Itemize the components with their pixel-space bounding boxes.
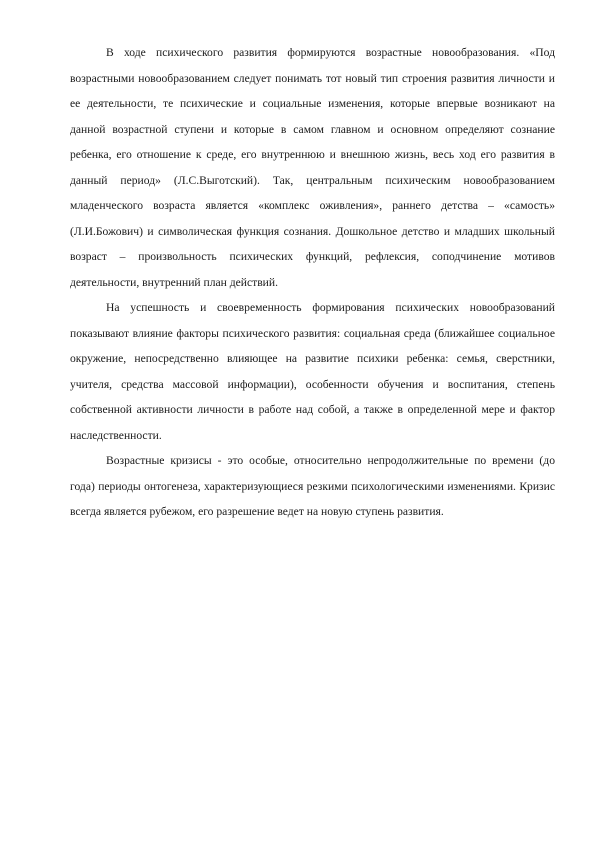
paragraph-neoformations: В ходе психического развития формируются возрастные новообразования. «Под возрастными новообразованием следует понимать тот новый тип строения развития личности и ее деятельности, те психические и социальные изменения, которые впервые возникают на данной возрастной ступени и которые в самом главном и основном определяют сознание ребенка, его отношение к среде, его внутреннюю и внешнюю жизнь, весь ход его развития в данный период» (Л.С.Выготский). Так, центральным психическим новообразованием младенческого возраста является «комплекс оживления», раннего детства – «самость» (Л.И.Божович) и символическая функция сознания. Дошкольное детство и младших школьный возраст – произвольность психических функций, рефлексия, соподчинение мотивов деятельности, внутренний план действий. (70, 46, 555, 289)
document-body (70, 40, 555, 525)
paragraph-age-crises: Возрастные кризисы - это особые, относительно непродолжительные по времени (до года) периоды онтогенеза, характеризующиеся резкими психологическими изменениями. Кризис всегда является рубежом, его разрешение ведет на новую ступень развития. (70, 454, 555, 518)
paragraph-development-factors: На успешность и своевременность формирования психических новообразований показывают влияние факторы психического развития: социальная среда (ближайшее социальное окружение, непосредственно влияющее на развитие психики ребенка: семья, сверстники, учителя, средства массовой информации), особенности обучения и воспитания, степень собственной активности личности в работе над собой, а также в определенной мере и фактор наследственности. (70, 301, 555, 442)
